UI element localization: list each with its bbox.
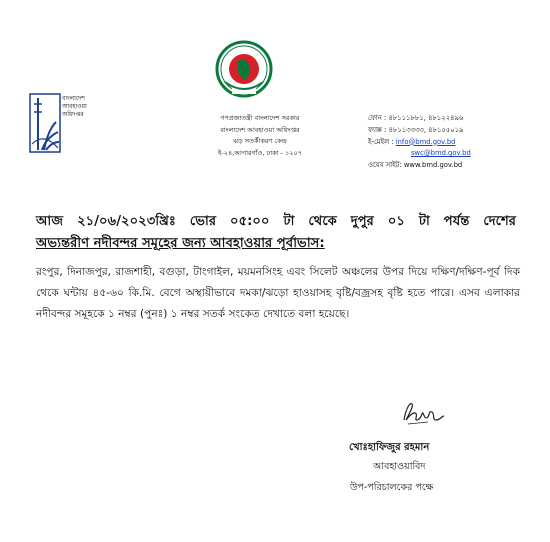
- government-seal-logo: [215, 38, 273, 100]
- forecast-body: রংপুর, দিনাজপুর, রাজশাহী, বগুড়া, টাংগাইল, ময়মনসিংহ এবং সিলেট অঞ্চলের উপর দিয়ে দক্ষিণ/দক্ষিণ-পূর্ব দিক থেকে ঘন্টায় ৪৫-৬০ কি.মি. বেগে অস্থায়ীভাবে দমকা/ঝড়ো হাওয়াসহ বৃষ্টি/বজ্রসহ বৃষ্টি হতে পারে। এসব এলাকার নদীবন্দর সমূহকে ১ নম্বর (পুনঃ) ১ নম্বর সতর্ক সংকেত দেখাতে বলা হয়েছে।: [36, 266, 520, 320]
- signatory-designation: আবহাওয়াবিদ: [373, 461, 426, 472]
- fax-text: ফ্যাক্স : ৪৮১১৩৩৩৩, ৪৮১৫৫০১৯: [368, 125, 464, 134]
- headline-line-2: অভ্যন্তরীণ নদীবন্দর সমূহের জন্য আবহাওয়ার পূর্বাভাস:: [36, 236, 325, 251]
- email-row: [368, 137, 538, 149]
- website-text: ওয়েব সাইট: www.bmd.gov.bd: [368, 161, 463, 170]
- logo-text-line: অধিদপ্তর: [62, 111, 84, 118]
- phone-text: ফোন : ৪৮১১১৮৮১, ৪৮১২২৪৯৬: [368, 114, 464, 122]
- headline-line-1: আজ ২১/০৬/২০২৩খ্রিঃ ভোর ০৫:০০ টা থেকে দুপুর ০১ টা পর্যন্ত দেশের: [36, 214, 516, 229]
- contact-block: [368, 113, 538, 172]
- email-row-2: [368, 148, 538, 160]
- email-label: ই-মেইল :: [368, 137, 396, 146]
- header-line: গণপ্রজাতন্ত্রী বাংলাদেশ সরকার: [220, 114, 300, 122]
- email-link-info[interactable]: info@bmd.gov.bd: [395, 137, 456, 146]
- header-line: বাংলাদেশ আবহাওয়া অধিদপ্তর: [220, 125, 300, 134]
- header-line: ই-২৪,আগারগাঁও, ঢাকা - ১২০৭: [218, 148, 302, 157]
- forecast-headline: [36, 211, 516, 255]
- bmd-logo-text: [62, 95, 87, 119]
- bmd-logo: [28, 92, 106, 158]
- signatory-office: উপ-পরিচালকের পক্ষে: [350, 482, 434, 493]
- office-header: [180, 113, 340, 159]
- email-link-swc[interactable]: swc@bmd.gov.bd: [411, 149, 471, 158]
- header-line: ঝড় সতর্কীকরণ কেন্দ্র: [233, 137, 287, 145]
- signatory-name: খোঃহাফিজুর রহমান: [349, 442, 430, 453]
- logo-text-line: বাংলাদেশ: [62, 95, 85, 102]
- signature-image: [398, 398, 448, 428]
- logo-text-line: আবহাওয়া: [62, 103, 87, 110]
